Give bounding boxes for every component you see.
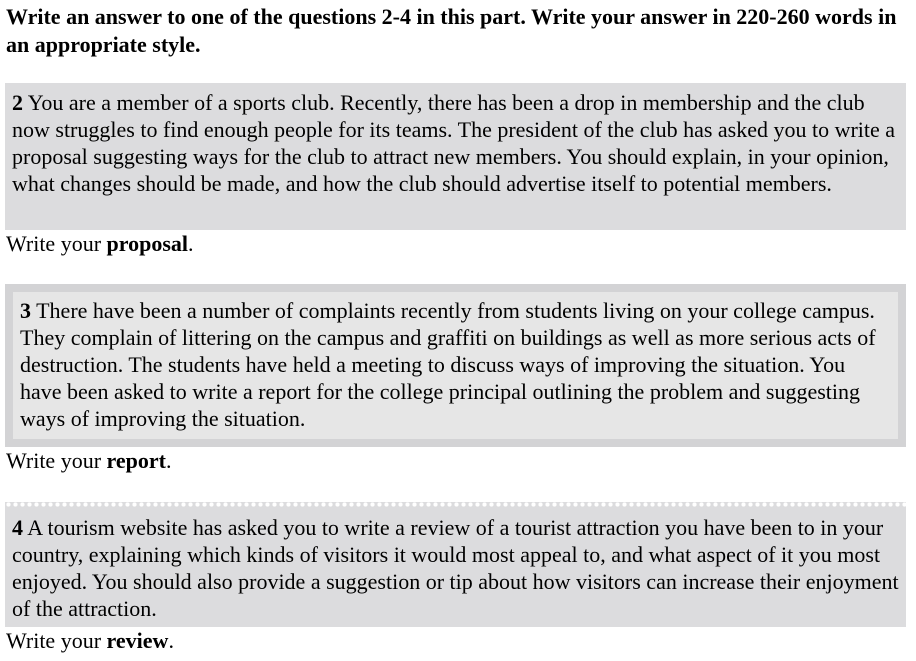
- question-4-text: [12, 514, 899, 622]
- write-suffix: .: [166, 448, 172, 473]
- question-4-number: 4: [12, 515, 23, 540]
- write-suffix: .: [168, 628, 174, 653]
- write-suffix: .: [188, 231, 194, 256]
- question-3-genre: report: [106, 448, 166, 473]
- question-3-prompt: There have been a number of complaints recently from students living on your college campus. They complain of littering on the campus and graffiti on buildings as well as more serious acts of destruction. The students have held a meeting to discuss ways of improving the situation. You have been asked to write a report for the college principal outlining the problem and suggesting ways of improving the situation.: [20, 298, 876, 431]
- question-4-box: [5, 502, 906, 627]
- question-3-number: 3: [20, 298, 31, 323]
- question-2-text: [12, 89, 899, 197]
- question-4: [5, 502, 906, 654]
- write-prefix: Write your: [6, 231, 107, 256]
- question-4-prompt: A tourism website has asked you to write a review of a tourist attraction you have been to in your country, explaining which kinds of visitors it would most appeal to, and what aspect of it you most enjoyed. You should also provide a suggestion or tip about how visitors can increase their enjoyment of the attraction.: [12, 515, 899, 621]
- question-4-genre: review: [106, 628, 169, 653]
- write-prefix: Write your: [6, 448, 107, 473]
- question-4-instruction: [5, 627, 906, 654]
- question-2-box: [5, 83, 906, 230]
- question-2: [5, 83, 906, 257]
- question-2-number: 2: [12, 90, 23, 115]
- instructions-heading: Write an answer to one of the questions 2-4 in this part. Write your answer in 220-260 words in an appropriate style.: [6, 4, 897, 57]
- question-2-genre: proposal: [106, 231, 189, 256]
- question-3-text: [20, 297, 892, 432]
- question-2-instruction: [5, 230, 906, 257]
- write-prefix: Write your: [6, 628, 107, 653]
- question-3-box: [5, 284, 906, 447]
- question-3: [5, 284, 906, 474]
- question-2-prompt: You are a member of a sports club. Recently, there has been a drop in membership and the club now struggles to find enough people for its teams. The president of the club has asked you to write a proposal suggesting ways for the club to attract new members. You should explain, in your opinion, what changes should be made, and how the club should advertise itself to potential members.: [12, 90, 896, 196]
- question-3-instruction: [5, 447, 906, 474]
